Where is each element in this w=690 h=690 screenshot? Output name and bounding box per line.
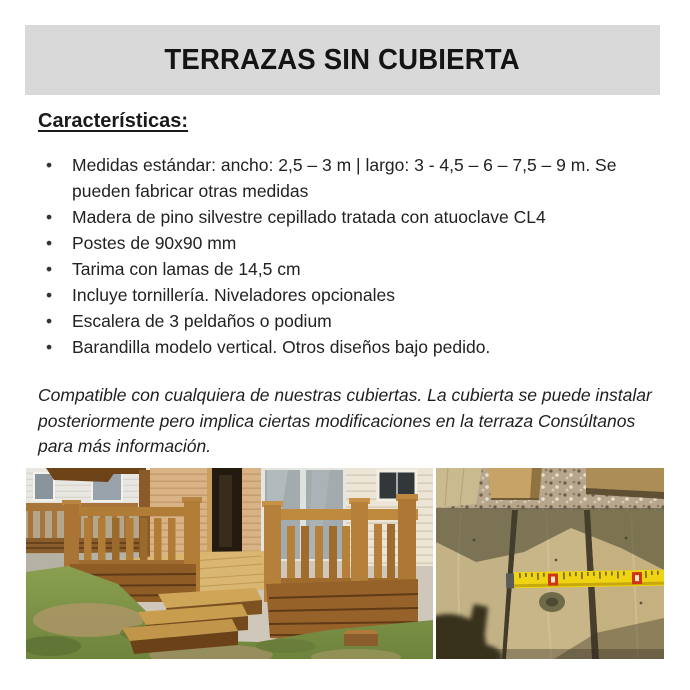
wood-block-top: [344, 630, 378, 634]
characteristic-item: • Madera de pino silvestre cepillado tratada con atuoclave CL4: [38, 204, 632, 230]
wooden-terrace-with-railing-photo: [26, 468, 433, 659]
page-title: [155, 44, 529, 77]
compatibility-note: Compatible con cualquiera de nuestras cubiertas. La cubierta se puede instalar posteriormente pero implica ciertas modificaciones en la terraza Consúltanos para más información.: [38, 385, 652, 456]
wood-block: [344, 634, 378, 646]
top-beam: [586, 468, 664, 499]
page-title-text: TERRAZAS SIN CUBIERTA: [164, 43, 521, 76]
decking-boards-with-ruler-photo: [436, 468, 664, 659]
corner-board: [436, 468, 482, 508]
characteristic-item: • Postes de 90x90 mm: [38, 230, 632, 256]
characteristic-item: • Tarima con lamas de 14,5 cm: [38, 256, 632, 282]
characteristic-item: • Barandilla modelo vertical. Otros diseños bajo pedido.: [38, 334, 632, 360]
characteristics-list: [38, 152, 632, 360]
wood-knot: [539, 592, 565, 612]
post-base: [488, 468, 542, 499]
photo-row: [26, 468, 664, 659]
characteristic-item: • Incluye tornillería. Niveladores opcionales: [38, 282, 632, 308]
characteristic-item: • Medidas estándar: ancho: 2,5 – 3 m | largo: 3 - 4,5 – 6 – 7,5 – 9 m. Se pueden fabricar otras medidas: [38, 152, 632, 204]
section-heading: Características:: [38, 110, 189, 132]
characteristic-item: • Escalera de 3 peldaños o podium: [38, 308, 632, 334]
title-banner: [25, 25, 660, 95]
measuring-ruler: [506, 570, 664, 589]
